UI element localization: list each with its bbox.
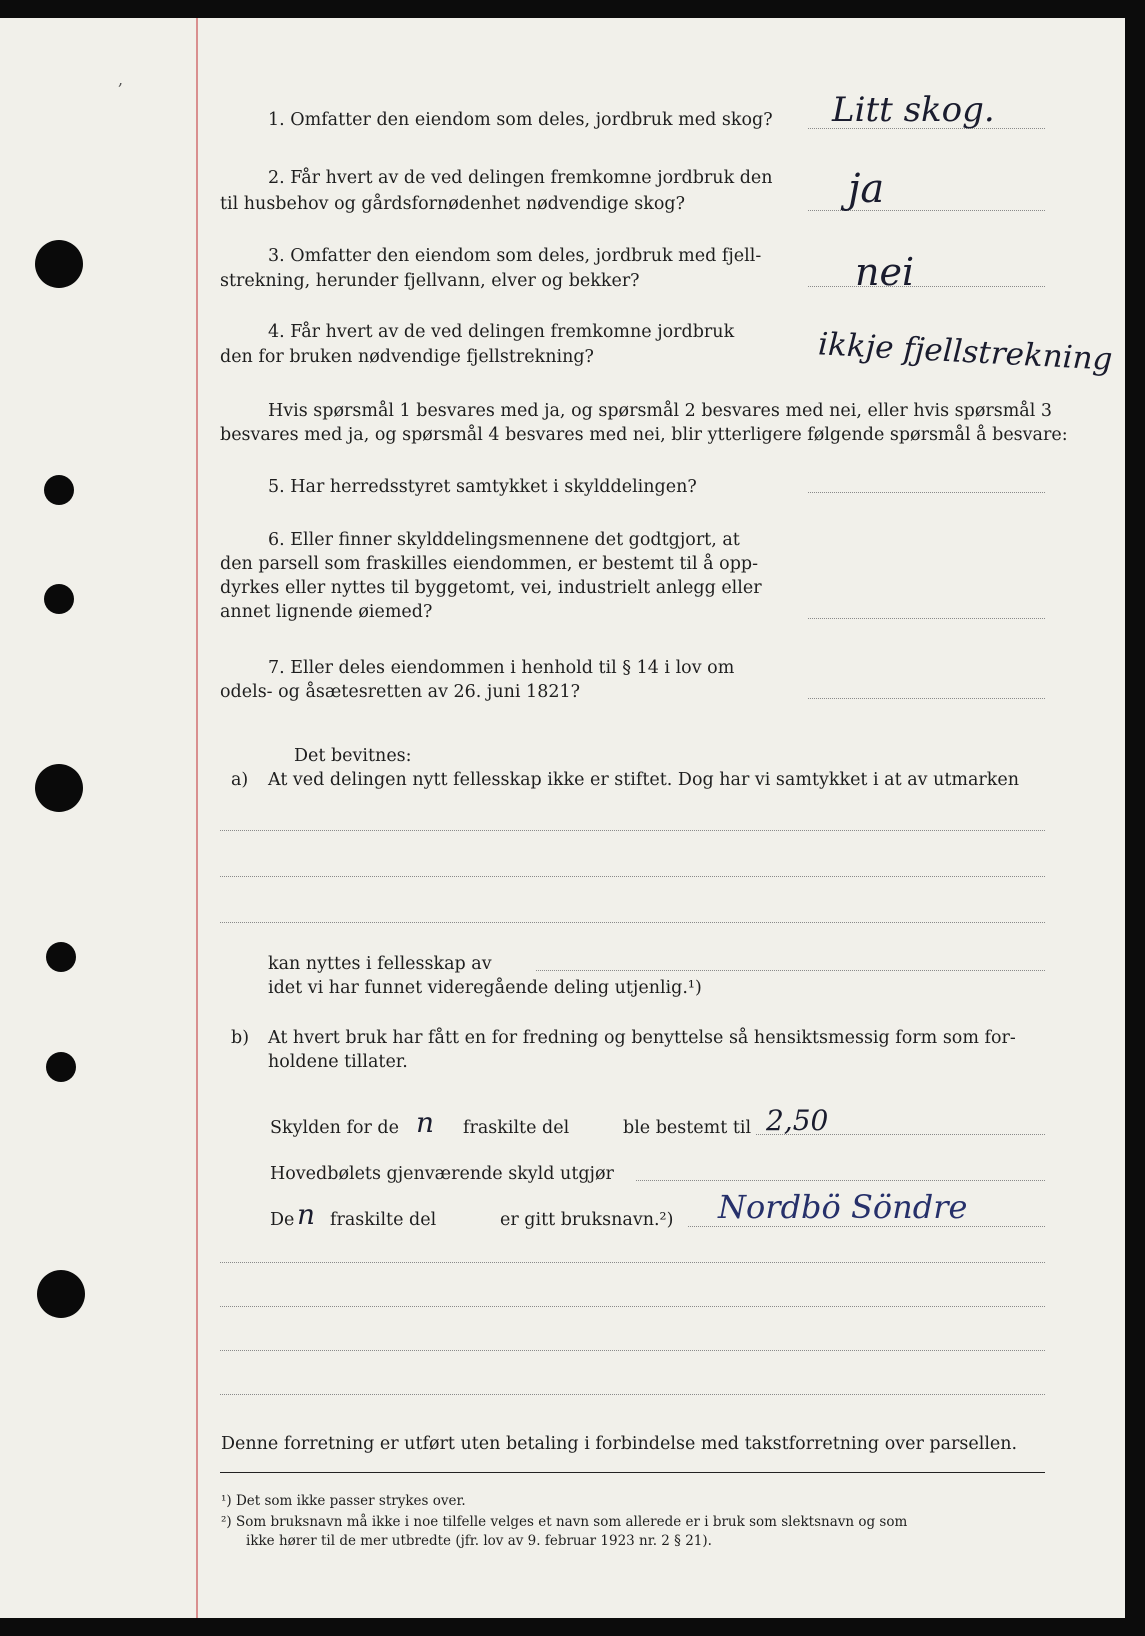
margin-line: [196, 18, 198, 1618]
blank-line: [220, 1394, 1045, 1395]
punch-hole: [46, 942, 76, 972]
blank-line: [220, 1262, 1045, 1263]
skyld-handwritten-n: n: [416, 1106, 435, 1139]
answer-line-6: [808, 618, 1045, 619]
punch-hole: [44, 475, 74, 505]
answer-line-3: [808, 286, 1045, 287]
document-sheet: [0, 18, 1125, 1618]
de-label: De: [270, 1210, 295, 1230]
footnote-rule: [220, 1472, 1045, 1473]
blank-line: [220, 830, 1045, 831]
punch-hole: [44, 584, 74, 614]
idet-text: idet vi har funnet videregående deling utjenlig.¹): [268, 978, 702, 998]
blank-line: [220, 876, 1045, 877]
answer-4-handwritten: ikkje fjellstrekning: [817, 326, 1114, 378]
question-6-line-2: den parsell som fraskilles eiendommen, er bestemt til å opp-: [220, 554, 759, 574]
question-7-line-1: 7. Eller deles eiendommen i henhold til § 14 i lov om: [268, 658, 735, 678]
footnote-2-line-2: ikke hører til de mer utbredte (jfr. lov av 9. februar 1923 nr. 2 § 21).: [246, 1533, 712, 1549]
question-5: 5. Har herredsstyret samtykket i skylddelingen?: [268, 477, 697, 497]
item-b-text-line-2: holdene tillater.: [268, 1052, 408, 1072]
footnote-1: ¹) Det som ikke passer strykes over.: [221, 1493, 466, 1509]
hovedbolet-value-line: [636, 1180, 1045, 1181]
answer-line-2: [808, 210, 1045, 211]
item-a-marker: a): [231, 770, 249, 790]
condition-line-1: Hvis spørsmål 1 besvares med ja, og spørsmål 2 besvares med nei, eller hvis spørsmål 3: [268, 401, 1053, 421]
question-1: 1. Omfatter den eiendom som deles, jordbruk med skog?: [268, 110, 773, 130]
question-4-line-2: den for bruken nødvendige fjellstrekning?: [220, 347, 594, 367]
skyld-value-handwritten: 2,50: [766, 1104, 829, 1137]
hovedbolet-label: Hovedbølets gjenværende skyld utgjør: [270, 1164, 614, 1184]
blank-line: [220, 1306, 1045, 1307]
bruksnavn-line: [688, 1226, 1045, 1227]
punch-hole: [35, 764, 83, 812]
question-7-line-2: odels- og åsætesretten av 26. juni 1821?: [220, 682, 580, 702]
fraskilte-del-label: fraskilte del: [330, 1210, 437, 1230]
punch-hole: [46, 1052, 76, 1082]
blank-line: [536, 970, 1045, 971]
punch-hole: [35, 240, 83, 288]
question-6-line-3: dyrkes eller nyttes til byggetomt, vei, industrielt anlegg eller: [220, 578, 762, 598]
skyld-fraskilte-label: fraskilte del: [463, 1118, 570, 1138]
item-a-text: At ved delingen nytt fellesskap ikke er stiftet. Dog har vi samtykket i at av utmarken: [268, 770, 1020, 790]
bevitnes-heading: Det bevitnes:: [294, 746, 412, 766]
answer-3-handwritten: nei: [855, 250, 915, 294]
answer-line-7: [808, 698, 1045, 699]
blank-line: [220, 922, 1045, 923]
de-handwritten-n: n: [297, 1198, 316, 1231]
question-6-line-4: annet lignende øiemed?: [220, 602, 433, 622]
punch-hole: [37, 1270, 85, 1318]
question-3-line-1: 3. Omfatter den eiendom som deles, jordbruk med fjell-: [268, 246, 762, 266]
item-b-marker: b): [231, 1028, 250, 1048]
item-b-text-line-1: At hvert bruk har fått en for fredning og benyttelse så hensiktsmessig form som for-: [268, 1028, 1016, 1048]
answer-2-handwritten: ja: [848, 166, 885, 212]
kan-nyttes-text: kan nyttes i fellesskap av: [268, 954, 492, 974]
bruksnavn-handwritten: Nordbö Söndre: [718, 1188, 968, 1226]
question-2-line-2: til husbehov og gårdsfornødenhet nødvendige skog?: [220, 194, 685, 214]
footnote-2-line-1: ²) Som bruksnavn må ikke i noe tilfelle velges et navn som allerede er i bruk som slektsnavn og som: [221, 1514, 908, 1530]
answer-1-handwritten: Litt skog.: [832, 90, 995, 130]
bruksnavn-label: er gitt bruksnavn.²): [500, 1210, 674, 1230]
skyld-bestemt-label: ble bestemt til: [623, 1118, 752, 1138]
skyld-label: Skylden for de: [270, 1118, 399, 1138]
question-3-line-2: strekning, herunder fjellvann, elver og bekker?: [220, 271, 640, 291]
question-6-line-1: 6. Eller finner skylddelingsmennene det godtgjort, at: [268, 530, 740, 550]
closing-statement: Denne forretning er utført uten betaling i forbindelse med takstforretning over parsellen.: [221, 1434, 1018, 1454]
pen-mark: ,: [118, 70, 124, 89]
condition-line-2: besvares med ja, og spørsmål 4 besvares med nei, blir ytterligere følgende spørsmål å besvare:: [220, 425, 1068, 445]
blank-line: [220, 1350, 1045, 1351]
question-4-line-1: 4. Får hvert av de ved delingen fremkomne jordbruk: [268, 322, 735, 342]
question-2-line-1: 2. Får hvert av de ved delingen fremkomne jordbruk den: [268, 168, 773, 188]
answer-line-5: [808, 492, 1045, 493]
